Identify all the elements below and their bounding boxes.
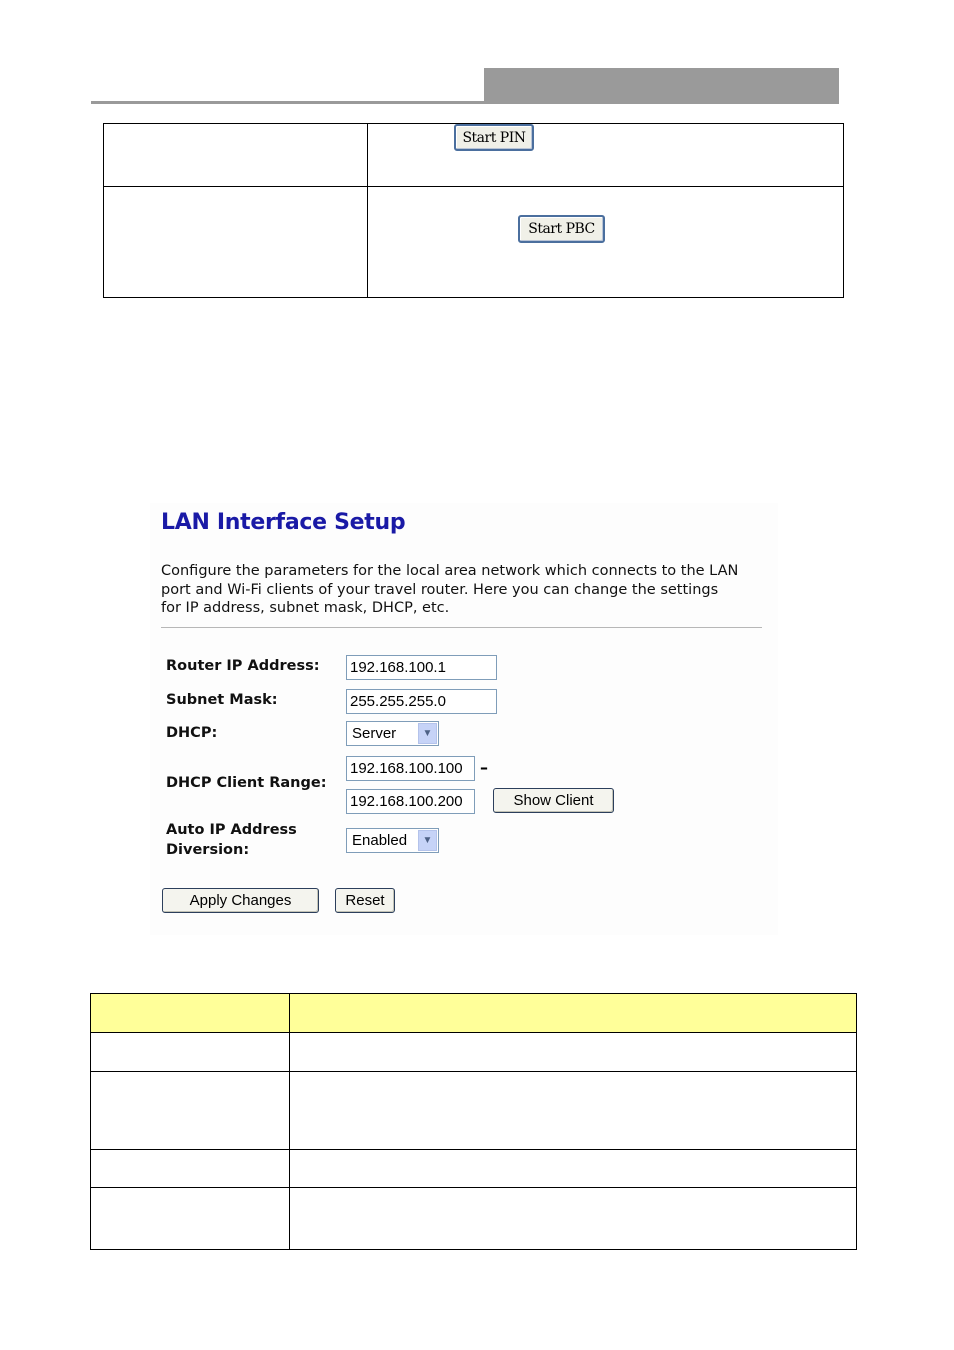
chevron-down-icon[interactable]: ▼ [418, 830, 437, 851]
auto-ip-select[interactable] [346, 828, 439, 853]
start-pin-button[interactable]: Start PIN [454, 124, 534, 151]
auto-ip-select-value: Enabled [352, 832, 408, 849]
reset-button[interactable]: Reset [335, 888, 395, 913]
router-ip-input[interactable]: 192.168.100.1 [346, 655, 497, 680]
table-header-row [91, 994, 856, 1033]
dhcp-select[interactable] [346, 721, 439, 746]
description-line: port and Wi-Fi clients of your travel router. Here you can change the settings [161, 581, 719, 598]
page-title: LAN Interface Setup [161, 510, 406, 535]
subnet-mask-label: Subnet Mask: [166, 692, 278, 708]
parameter-table [90, 993, 857, 1250]
auto-ip-label-line2: Diversion: [166, 842, 250, 858]
description-line: Configure the parameters for the local area network which connects to the LAN [161, 563, 739, 579]
router-ip-label: Router IP Address: [166, 658, 320, 674]
show-client-button[interactable]: Show Client [493, 788, 614, 813]
start-pbc-button[interactable]: Start PBC [518, 215, 605, 243]
table-row-divider [104, 186, 843, 187]
chevron-down-icon[interactable]: ▼ [418, 723, 437, 744]
table-row-divider [91, 1071, 856, 1072]
subnet-mask-input[interactable]: 255.255.255.0 [346, 689, 497, 714]
dhcp-range-label: DHCP Client Range: [166, 775, 327, 791]
table-column-divider [367, 124, 368, 297]
range-separator: – [480, 758, 488, 777]
lan-setup-panel [150, 503, 778, 935]
divider [161, 627, 762, 628]
header-box [484, 68, 839, 104]
dhcp-range-end-input[interactable]: 192.168.100.200 [346, 789, 475, 814]
dhcp-select-value: Server [352, 725, 397, 742]
auto-ip-label-line1: Auto IP Address [166, 822, 297, 838]
dhcp-range-start-input[interactable]: 192.168.100.100 [346, 756, 475, 781]
apply-changes-button[interactable]: Apply Changes [162, 888, 319, 913]
header-rule [91, 101, 484, 104]
table-column-divider [289, 994, 290, 1249]
page-description [161, 562, 766, 618]
table-row-divider [91, 1149, 856, 1150]
dhcp-label: DHCP: [166, 725, 218, 741]
table-row-divider [91, 1187, 856, 1188]
description-line: for IP address, subnet mask, DHCP, etc. [161, 600, 450, 616]
